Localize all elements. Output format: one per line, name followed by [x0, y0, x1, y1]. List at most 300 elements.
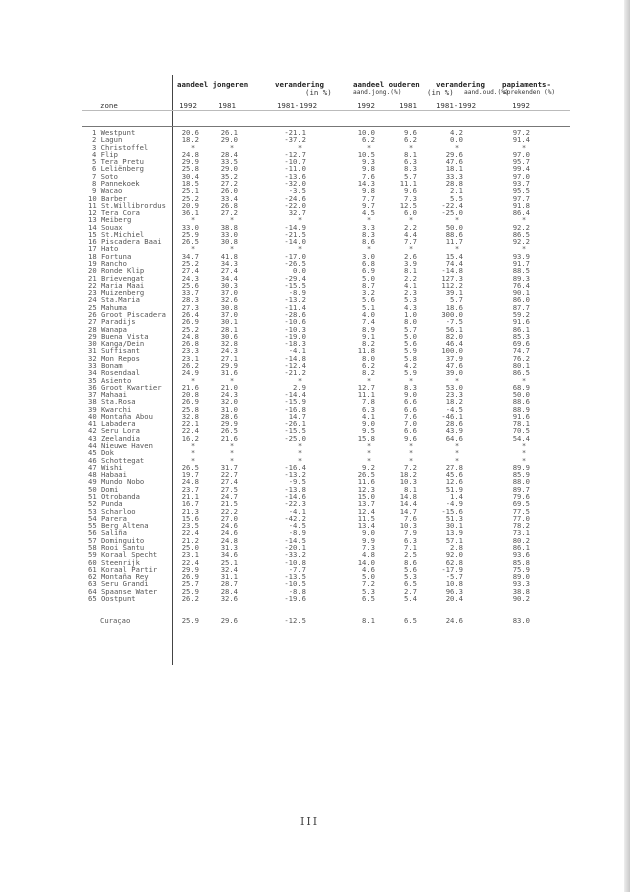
cell-verandering-ouderen: 88.6 — [445, 229, 463, 239]
cell-verandering-jongeren: -13.2 — [284, 470, 306, 480]
header-year: 1992 — [512, 101, 530, 110]
cell-aandeel-ouderen-1981: 12.5 — [399, 200, 417, 210]
cell-aandeel-ouderen-1992: 12.4 — [357, 506, 375, 516]
page-number: III — [300, 815, 320, 828]
cell-aandeel-ouderen-1992: 14.3 — [357, 178, 375, 188]
cell-aandeel-ouderen-1981: 2.3 — [404, 288, 417, 298]
cell-aandeel-jongeren-1992: 21.6 — [181, 382, 199, 392]
cell-aandeel-ouderen-1981: * — [408, 441, 414, 451]
cell-aandeel-jongeren-1981: * — [229, 441, 235, 451]
cell-aandeel-ouderen-1992: 3.2 — [362, 288, 375, 298]
header-aandeel-ouderen-sub: aand.jong.(%) — [353, 89, 402, 96]
cell-aandeel-ouderen-1981: 7.0 — [404, 419, 417, 429]
cell-aandeel-ouderen-1981: 9.6 — [404, 128, 417, 137]
cell-aandeel-ouderen-1981: 5.3 — [404, 572, 417, 582]
cell-verandering-ouderen: * — [454, 142, 460, 152]
cell-papiaments-1992: 79.6 — [512, 492, 530, 501]
cell-verandering-ouderen: 1.4 — [450, 492, 463, 501]
cell-aandeel-jongeren-1992: 25.2 — [181, 259, 199, 269]
cell-aandeel-jongeren-1992: 25.1 — [181, 186, 199, 196]
cell-aandeel-ouderen-1992: 9.8 — [362, 186, 375, 196]
cell-aandeel-ouderen-1992: 6.5 — [362, 593, 375, 603]
cell-verandering-ouderen: -4.9 — [445, 499, 463, 509]
cell-aandeel-jongeren-1992: 33.0 — [181, 222, 199, 232]
cell-verandering-jongeren: -12.4 — [284, 360, 306, 370]
zone-name: 20 Ronde Klip — [88, 266, 145, 276]
zone-name: 8 Pannekoek — [92, 178, 140, 188]
cell-aandeel-jongeren-1981: 27.0 — [220, 513, 238, 523]
cell-verandering-jongeren: * — [297, 215, 303, 225]
zone-name: 41 Labadera — [88, 419, 136, 429]
cell-aandeel-ouderen-1981: 5.7 — [404, 324, 417, 334]
cell-verandering-jongeren: 32.7 — [288, 208, 306, 218]
cell-aandeel-ouderen-1981: 2.6 — [404, 251, 417, 261]
cell-verandering-jongeren: -21.5 — [284, 229, 306, 239]
cell-aandeel-ouderen-1992: 8.6 — [362, 237, 375, 247]
cell-aandeel-jongeren-1981: 28.1 — [220, 324, 238, 334]
zone-name: 59 Koraal Specht — [88, 550, 158, 560]
zone-name: 43 Zeelandia — [88, 433, 140, 443]
cell-aandeel-jongeren-1981: 28.7 — [220, 579, 238, 589]
header-aandeel-ouderen: aandeel ouderen — [353, 80, 420, 89]
cell-papiaments-1992: 86.4 — [512, 208, 530, 218]
zone-name: 64 Spaanse Water — [88, 586, 158, 596]
cell-aandeel-ouderen-1992: 14.0 — [357, 557, 375, 567]
cell-verandering-jongeren: -14.5 — [284, 535, 306, 545]
cell-verandering-jongeren: -22.0 — [284, 200, 306, 210]
cell-aandeel-ouderen-1992: 9.2 — [362, 462, 375, 472]
zone-name: 56 Saliña — [88, 528, 127, 538]
cell-aandeel-jongeren-1992: 26.2 — [181, 593, 199, 603]
cell-verandering-jongeren: -16.4 — [284, 462, 306, 472]
cell-papiaments-1992: 78.1 — [512, 419, 530, 429]
cell-aandeel-ouderen-1992: 7.6 — [362, 171, 375, 181]
cell-aandeel-jongeren-1981: 22.2 — [220, 506, 238, 516]
cell-aandeel-jongeren-1992: 27.4 — [181, 266, 199, 276]
cell-papiaments-1992: 90.1 — [512, 288, 530, 298]
cell-papiaments-1992: 95.5 — [512, 186, 530, 196]
cell-aandeel-ouderen-1992: 10.0 — [357, 128, 375, 137]
cell-aandeel-ouderen-1992: * — [366, 215, 372, 225]
cell-aandeel-ouderen-1981: 11.1 — [399, 178, 417, 188]
cell-aandeel-jongeren-1992: 20.6 — [181, 128, 199, 137]
cell-verandering-jongeren: 0.0 — [293, 266, 306, 276]
cell-aandeel-jongeren-1992: 24.8 — [181, 331, 199, 341]
cell-papiaments-1992: 93.9 — [512, 251, 530, 261]
zone-name: 13 Meiberg — [88, 215, 132, 225]
cell-papiaments-1992: 95.7 — [512, 157, 530, 167]
cell-aandeel-jongeren-1981: 33.4 — [220, 193, 238, 203]
cell-aandeel-jongeren-1992: 25.0 — [181, 542, 199, 552]
zone-name: 55 Berg Altena — [88, 521, 149, 531]
cell-aandeel-ouderen-1981: 14.8 — [399, 492, 417, 501]
cell-aandeel-jongeren-1981: 32.4 — [220, 564, 238, 574]
cell-papiaments-1992: 97.7 — [512, 193, 530, 203]
cell-aandeel-jongeren-1981: * — [229, 244, 235, 254]
cell-aandeel-jongeren-1992: 26.5 — [181, 237, 199, 247]
cell-aandeel-ouderen-1992: 11.5 — [357, 513, 375, 523]
cell-aandeel-ouderen-1981: * — [408, 244, 414, 254]
cell-verandering-ouderen: -7.5 — [445, 317, 463, 327]
cell-aandeel-ouderen-1992: 4.1 — [362, 411, 375, 421]
zone-name: 52 Punda — [88, 499, 123, 509]
cell-aandeel-jongeren-1981: 32.8 — [220, 339, 238, 349]
zone-name: 5 Tera Pretu — [92, 157, 144, 167]
zone-name: 24 Sta.Maria — [88, 295, 140, 305]
cell-aandeel-ouderen-1992: * — [366, 441, 372, 451]
cell-aandeel-ouderen-1981: 7.9 — [404, 528, 417, 538]
cell-aandeel-jongeren-1981: * — [229, 215, 235, 225]
cell-papiaments-1992: 85.3 — [512, 331, 530, 341]
cell-verandering-ouderen: 5.7 — [450, 295, 463, 305]
cell-aandeel-jongeren-1992: 26.9 — [181, 397, 199, 407]
cell-aandeel-ouderen-1981: 7.7 — [404, 237, 417, 247]
zone-name: 29 Buena Vista — [88, 331, 149, 341]
cell-verandering-ouderen: 100.0 — [441, 346, 463, 356]
cell-papiaments-1992: 91.6 — [512, 317, 530, 327]
cell-aandeel-jongeren-1992: 21.3 — [181, 506, 199, 516]
cell-papiaments-1992: 86.1 — [512, 542, 530, 552]
cell-aandeel-jongeren-1992: 24.3 — [181, 273, 199, 283]
cell-papiaments-1992: 93.7 — [512, 178, 530, 188]
cell-papiaments-1992: 93.3 — [512, 579, 530, 589]
zone-name: 17 Hato — [88, 244, 119, 254]
cell-aandeel-jongeren-1981: 29.0 — [220, 164, 238, 174]
cell-aandeel-jongeren-1981: 34.6 — [220, 550, 238, 560]
zone-name: 3 Christoffel — [92, 142, 149, 152]
cell-aandeel-ouderen-1992: 9.9 — [362, 535, 375, 545]
cell-verandering-jongeren: * — [297, 441, 303, 451]
zone-name: 14 Souax — [88, 222, 123, 232]
cell-papiaments-1992: 70.5 — [512, 426, 530, 436]
zone-name: 27 Paradijs — [88, 317, 136, 327]
cell-aandeel-ouderen-1981: 6.3 — [404, 157, 417, 167]
cell-aandeel-ouderen-1981: 6.5 — [404, 616, 417, 625]
zone-name: 34 Rosendaal — [88, 368, 140, 378]
cell-verandering-jongeren: -15.5 — [284, 426, 306, 436]
cell-aandeel-ouderen-1992: 7.4 — [362, 317, 375, 327]
zone-name: 61 Koraal Partir — [88, 564, 158, 574]
cell-verandering-jongeren: -18.3 — [284, 339, 306, 349]
header-rule-bottom — [82, 126, 570, 127]
cell-aandeel-jongeren-1992: 36.1 — [181, 208, 199, 218]
cell-aandeel-ouderen-1981: 14.7 — [399, 506, 417, 516]
cell-papiaments-1992: * — [521, 455, 527, 465]
cell-aandeel-jongeren-1992: 26.9 — [181, 572, 199, 582]
cell-verandering-jongeren: -14.6 — [284, 492, 306, 501]
zone-name: 21 Brievengat — [88, 273, 145, 283]
cell-aandeel-ouderen-1992: 8.2 — [362, 368, 375, 378]
cell-aandeel-jongeren-1992: 25.8 — [181, 404, 199, 414]
cell-aandeel-ouderen-1992: 9.0 — [362, 419, 375, 429]
cell-aandeel-jongeren-1992: 23.3 — [181, 346, 199, 356]
cell-verandering-ouderen: 18.2 — [445, 397, 463, 407]
cell-aandeel-jongeren-1992: 25.7 — [181, 579, 199, 589]
cell-aandeel-ouderen-1981: 7.6 — [404, 513, 417, 523]
cell-aandeel-jongeren-1981: 29.9 — [220, 360, 238, 370]
cell-verandering-jongeren: -29.4 — [284, 273, 306, 283]
cell-verandering-jongeren: -10.5 — [284, 579, 306, 589]
cell-verandering-ouderen: 51.9 — [445, 484, 463, 494]
zone-name: 60 Steenrijk — [88, 557, 140, 567]
cell-aandeel-ouderen-1992: 4.5 — [362, 208, 375, 218]
cell-verandering-jongeren: * — [297, 244, 303, 254]
cell-aandeel-jongeren-1981: 27.2 — [220, 208, 238, 218]
cell-verandering-jongeren: -14.0 — [284, 237, 306, 247]
cell-aandeel-ouderen-1981: 5.9 — [404, 368, 417, 378]
cell-aandeel-jongeren-1981: 29.0 — [220, 135, 238, 145]
header-year: 1992 — [357, 101, 375, 110]
cell-verandering-ouderen: 4.2 — [450, 128, 463, 137]
zone-name: 54 Parera — [88, 513, 127, 523]
cell-papiaments-1992: 59.2 — [512, 310, 530, 319]
cell-aandeel-jongeren-1992: 18.5 — [181, 178, 199, 188]
zone-name: 57 Dominguito — [88, 535, 145, 545]
cell-papiaments-1992: 38.8 — [512, 586, 530, 596]
cell-papiaments-1992: 89.7 — [512, 484, 530, 494]
cell-verandering-ouderen: 46.4 — [445, 339, 463, 349]
cell-verandering-jongeren: -12.7 — [284, 149, 306, 159]
cell-aandeel-ouderen-1992: 15.0 — [357, 492, 375, 501]
cell-aandeel-ouderen-1992: 15.8 — [357, 433, 375, 443]
cell-aandeel-jongeren-1992: 26.4 — [181, 310, 199, 319]
cell-verandering-jongeren: -25.0 — [284, 433, 306, 443]
cell-aandeel-ouderen-1981: 5.9 — [404, 346, 417, 356]
zone-name: 38 Sta.Rosa — [88, 397, 136, 407]
header-year: 1992 — [179, 101, 197, 110]
cell-papiaments-1992: 88.0 — [512, 477, 530, 487]
cell-aandeel-ouderen-1981: 4.2 — [404, 360, 417, 370]
cell-aandeel-ouderen-1992: 4.6 — [362, 564, 375, 574]
cell-verandering-ouderen: 15.4 — [445, 251, 463, 261]
cell-verandering-jongeren: * — [297, 375, 303, 385]
cell-verandering-jongeren: -12.5 — [284, 616, 306, 625]
zone-name: 63 Seru Grandi — [88, 579, 149, 589]
cell-verandering-jongeren: * — [297, 448, 303, 458]
cell-aandeel-ouderen-1992: 13.4 — [357, 521, 375, 531]
cell-verandering-ouderen: 64.6 — [445, 433, 463, 443]
cell-aandeel-jongeren-1992: 25.2 — [181, 193, 199, 203]
cell-verandering-ouderen: 39.0 — [445, 368, 463, 378]
cell-papiaments-1992: 91.6 — [512, 411, 530, 421]
cell-aandeel-jongeren-1981: * — [229, 142, 235, 152]
cell-aandeel-ouderen-1992: 9.5 — [362, 426, 375, 436]
cell-verandering-jongeren: -14.4 — [284, 390, 306, 400]
cell-verandering-ouderen: 62.8 — [445, 557, 463, 567]
cell-aandeel-jongeren-1981: 31.7 — [220, 462, 238, 472]
cell-aandeel-ouderen-1992: 5.0 — [362, 273, 375, 283]
cell-aandeel-ouderen-1981: 6.0 — [404, 208, 417, 218]
zone-name: 16 Piscadera Baai — [88, 237, 162, 247]
cell-aandeel-jongeren-1992: * — [190, 142, 196, 152]
zone-name: 30 Kanga/Dein — [88, 339, 145, 349]
cell-verandering-jongeren: -13.2 — [284, 295, 306, 305]
cell-aandeel-jongeren-1981: 26.1 — [220, 128, 238, 137]
cell-aandeel-ouderen-1981: 5.6 — [404, 339, 417, 349]
cell-verandering-ouderen: 47.6 — [445, 360, 463, 370]
cell-verandering-jongeren: -33.2 — [284, 550, 306, 560]
cell-verandering-jongeren: -7.7 — [288, 564, 306, 574]
cell-aandeel-jongeren-1981: 24.8 — [220, 535, 238, 545]
cell-verandering-jongeren: -37.2 — [284, 135, 306, 145]
cell-papiaments-1992: 92.2 — [512, 222, 530, 232]
cell-aandeel-ouderen-1981: 8.1 — [404, 266, 417, 276]
zone-name: 65 Oostpunt — [88, 593, 136, 603]
cell-aandeel-jongeren-1981: 33.0 — [220, 229, 238, 239]
cell-papiaments-1992: 91.4 — [512, 135, 530, 145]
zone-name: 48 Habaai — [88, 470, 127, 480]
cell-papiaments-1992: 97.2 — [512, 128, 530, 137]
cell-aandeel-jongeren-1981: 27.5 — [220, 484, 238, 494]
cell-papiaments-1992: 68.9 — [512, 382, 530, 392]
cell-aandeel-jongeren-1981: 33.5 — [220, 157, 238, 167]
cell-papiaments-1992: 88.9 — [512, 404, 530, 414]
cell-papiaments-1992: 86.5 — [512, 368, 530, 378]
cell-aandeel-jongeren-1981: 31.0 — [220, 404, 238, 414]
cell-verandering-ouderen: 47.6 — [445, 157, 463, 167]
cell-aandeel-jongeren-1992: 34.7 — [181, 251, 199, 261]
cell-papiaments-1992: 89.3 — [512, 273, 530, 283]
cell-verandering-ouderen: * — [454, 455, 460, 465]
cell-aandeel-ouderen-1992: 8.9 — [362, 324, 375, 334]
zone-name: 32 Mon Repos — [88, 353, 140, 363]
cell-aandeel-jongeren-1981: 30.1 — [220, 317, 238, 327]
cell-aandeel-ouderen-1992: 9.1 — [362, 331, 375, 341]
cell-verandering-jongeren: 2.9 — [293, 382, 306, 392]
zone-name: 44 Nieuwe Haven — [88, 441, 153, 451]
cell-verandering-ouderen: 45.6 — [445, 470, 463, 480]
cell-aandeel-ouderen-1981: 7.3 — [404, 193, 417, 203]
cell-aandeel-ouderen-1992: 5.6 — [362, 295, 375, 305]
cell-aandeel-jongeren-1992: 28.3 — [181, 295, 199, 305]
cell-aandeel-ouderen-1981: 6.5 — [404, 579, 417, 589]
zone-name: 1 Westpunt — [92, 128, 136, 137]
cell-aandeel-ouderen-1981: 5.3 — [404, 295, 417, 305]
zone-name: 22 Maria Maai — [88, 280, 145, 290]
cell-verandering-jongeren: -4.5 — [288, 521, 306, 531]
cell-aandeel-ouderen-1981: 4.1 — [404, 280, 417, 290]
zone-name: 49 Mundo Nobo — [88, 477, 145, 487]
cell-verandering-jongeren: -16.8 — [284, 404, 306, 414]
cell-verandering-ouderen: * — [454, 441, 460, 451]
cell-aandeel-ouderen-1981: 6.6 — [404, 426, 417, 436]
cell-aandeel-ouderen-1981: 5.0 — [404, 331, 417, 341]
cell-aandeel-jongeren-1992: * — [190, 441, 196, 451]
cell-papiaments-1992: * — [521, 215, 527, 225]
cell-verandering-ouderen: 82.0 — [445, 331, 463, 341]
cell-papiaments-1992: 97.0 — [512, 171, 530, 181]
cell-aandeel-ouderen-1992: 8.0 — [362, 353, 375, 363]
cell-verandering-ouderen: -46.1 — [441, 411, 463, 421]
zone-name: 36 Groot Kwartier — [88, 382, 162, 392]
cell-verandering-jongeren: -24.6 — [284, 193, 306, 203]
cell-aandeel-jongeren-1992: * — [190, 215, 196, 225]
cell-verandering-ouderen: 96.3 — [445, 586, 463, 596]
cell-verandering-ouderen: 20.4 — [445, 593, 463, 603]
cell-verandering-ouderen: -22.4 — [441, 200, 463, 210]
cell-verandering-ouderen: 2.8 — [450, 542, 463, 552]
cell-aandeel-ouderen-1992: 13.7 — [357, 499, 375, 509]
header-rule — [82, 110, 570, 111]
cell-verandering-jongeren: -20.1 — [284, 542, 306, 552]
cell-aandeel-ouderen-1992: 9.7 — [362, 200, 375, 210]
cell-aandeel-jongeren-1981: 27.1 — [220, 353, 238, 363]
cell-aandeel-jongeren-1992: 30.4 — [181, 171, 199, 181]
cell-aandeel-ouderen-1992: 10.5 — [357, 149, 375, 159]
header-papiaments-sub: sprekenden (%) — [503, 89, 556, 96]
cell-verandering-jongeren: -28.6 — [284, 310, 306, 319]
cell-aandeel-jongeren-1981: 34.4 — [220, 273, 238, 283]
cell-aandeel-ouderen-1992: 7.3 — [362, 542, 375, 552]
cell-aandeel-jongeren-1981: 31.3 — [220, 542, 238, 552]
cell-aandeel-ouderen-1992: 7.2 — [362, 579, 375, 589]
cell-aandeel-jongeren-1992: 20.9 — [181, 200, 199, 210]
zone-name: 2 Lagun — [92, 135, 123, 145]
cell-aandeel-jongeren-1992: 22.4 — [181, 557, 199, 567]
cell-aandeel-ouderen-1992: * — [366, 244, 372, 254]
cell-verandering-jongeren: -15.9 — [284, 397, 306, 407]
cell-aandeel-jongeren-1981: 21.5 — [220, 499, 238, 509]
cell-verandering-ouderen: 12.6 — [445, 477, 463, 487]
cell-aandeel-jongeren-1992: 22.4 — [181, 528, 199, 538]
cell-aandeel-ouderen-1992: 6.9 — [362, 266, 375, 276]
cell-verandering-jongeren: -8.8 — [288, 586, 306, 596]
zone-name: 26 Groot Piscadera — [88, 310, 166, 319]
cell-aandeel-jongeren-1981: 27.2 — [220, 178, 238, 188]
cell-aandeel-ouderen-1981: * — [408, 455, 414, 465]
cell-verandering-ouderen: 24.6 — [445, 616, 463, 625]
cell-verandering-ouderen: * — [454, 375, 460, 385]
cell-aandeel-jongeren-1981: 21.6 — [220, 433, 238, 443]
cell-aandeel-jongeren-1981: 32.0 — [220, 397, 238, 407]
cell-aandeel-ouderen-1992: 5.3 — [362, 586, 375, 596]
cell-aandeel-jongeren-1981: 28.4 — [220, 586, 238, 596]
cell-aandeel-jongeren-1981: 26.8 — [220, 200, 238, 210]
cell-aandeel-jongeren-1992: 22.4 — [181, 426, 199, 436]
cell-verandering-jongeren: -3.5 — [288, 186, 306, 196]
cell-aandeel-ouderen-1981: 9.0 — [404, 390, 417, 400]
cell-aandeel-ouderen-1981: * — [408, 448, 414, 458]
zone-name: 53 Scharloo — [88, 506, 136, 516]
cell-aandeel-jongeren-1992: 23.1 — [181, 353, 199, 363]
cell-verandering-ouderen: 11.7 — [445, 237, 463, 247]
cell-aandeel-ouderen-1992: 3.0 — [362, 251, 375, 261]
cell-papiaments-1992: 86.1 — [512, 324, 530, 334]
cell-verandering-jongeren: * — [297, 142, 303, 152]
cell-aandeel-ouderen-1992: 6.3 — [362, 404, 375, 414]
cell-aandeel-jongeren-1981: 31.6 — [220, 368, 238, 378]
cell-aandeel-jongeren-1981: 30.8 — [220, 302, 238, 312]
cell-aandeel-ouderen-1981: 2.2 — [404, 222, 417, 232]
cell-aandeel-jongeren-1992: 24.9 — [181, 368, 199, 378]
cell-aandeel-jongeren-1981: 24.3 — [220, 390, 238, 400]
cell-aandeel-ouderen-1992: 9.8 — [362, 164, 375, 174]
cell-verandering-ouderen: -17.9 — [441, 564, 463, 574]
cell-aandeel-ouderen-1981: 18.2 — [399, 470, 417, 480]
cell-aandeel-jongeren-1981: 28.6 — [220, 411, 238, 421]
cell-aandeel-jongeren-1992: 33.7 — [181, 288, 199, 298]
cell-papiaments-1992: 76.4 — [512, 280, 530, 290]
cell-aandeel-ouderen-1992: 9.0 — [362, 528, 375, 538]
zone-name: 35 Asiento — [88, 375, 132, 385]
header-verandering-2-unit: (in %) — [427, 88, 454, 97]
zone-name: 46 Schottegat — [88, 455, 145, 465]
header-papiaments: papiaments- — [502, 80, 551, 89]
cell-verandering-jongeren: * — [297, 455, 303, 465]
cell-aandeel-ouderen-1992: 8.7 — [362, 280, 375, 290]
cell-aandeel-ouderen-1981: 8.1 — [404, 484, 417, 494]
zone-name: 58 Rooi Santu — [88, 542, 145, 552]
